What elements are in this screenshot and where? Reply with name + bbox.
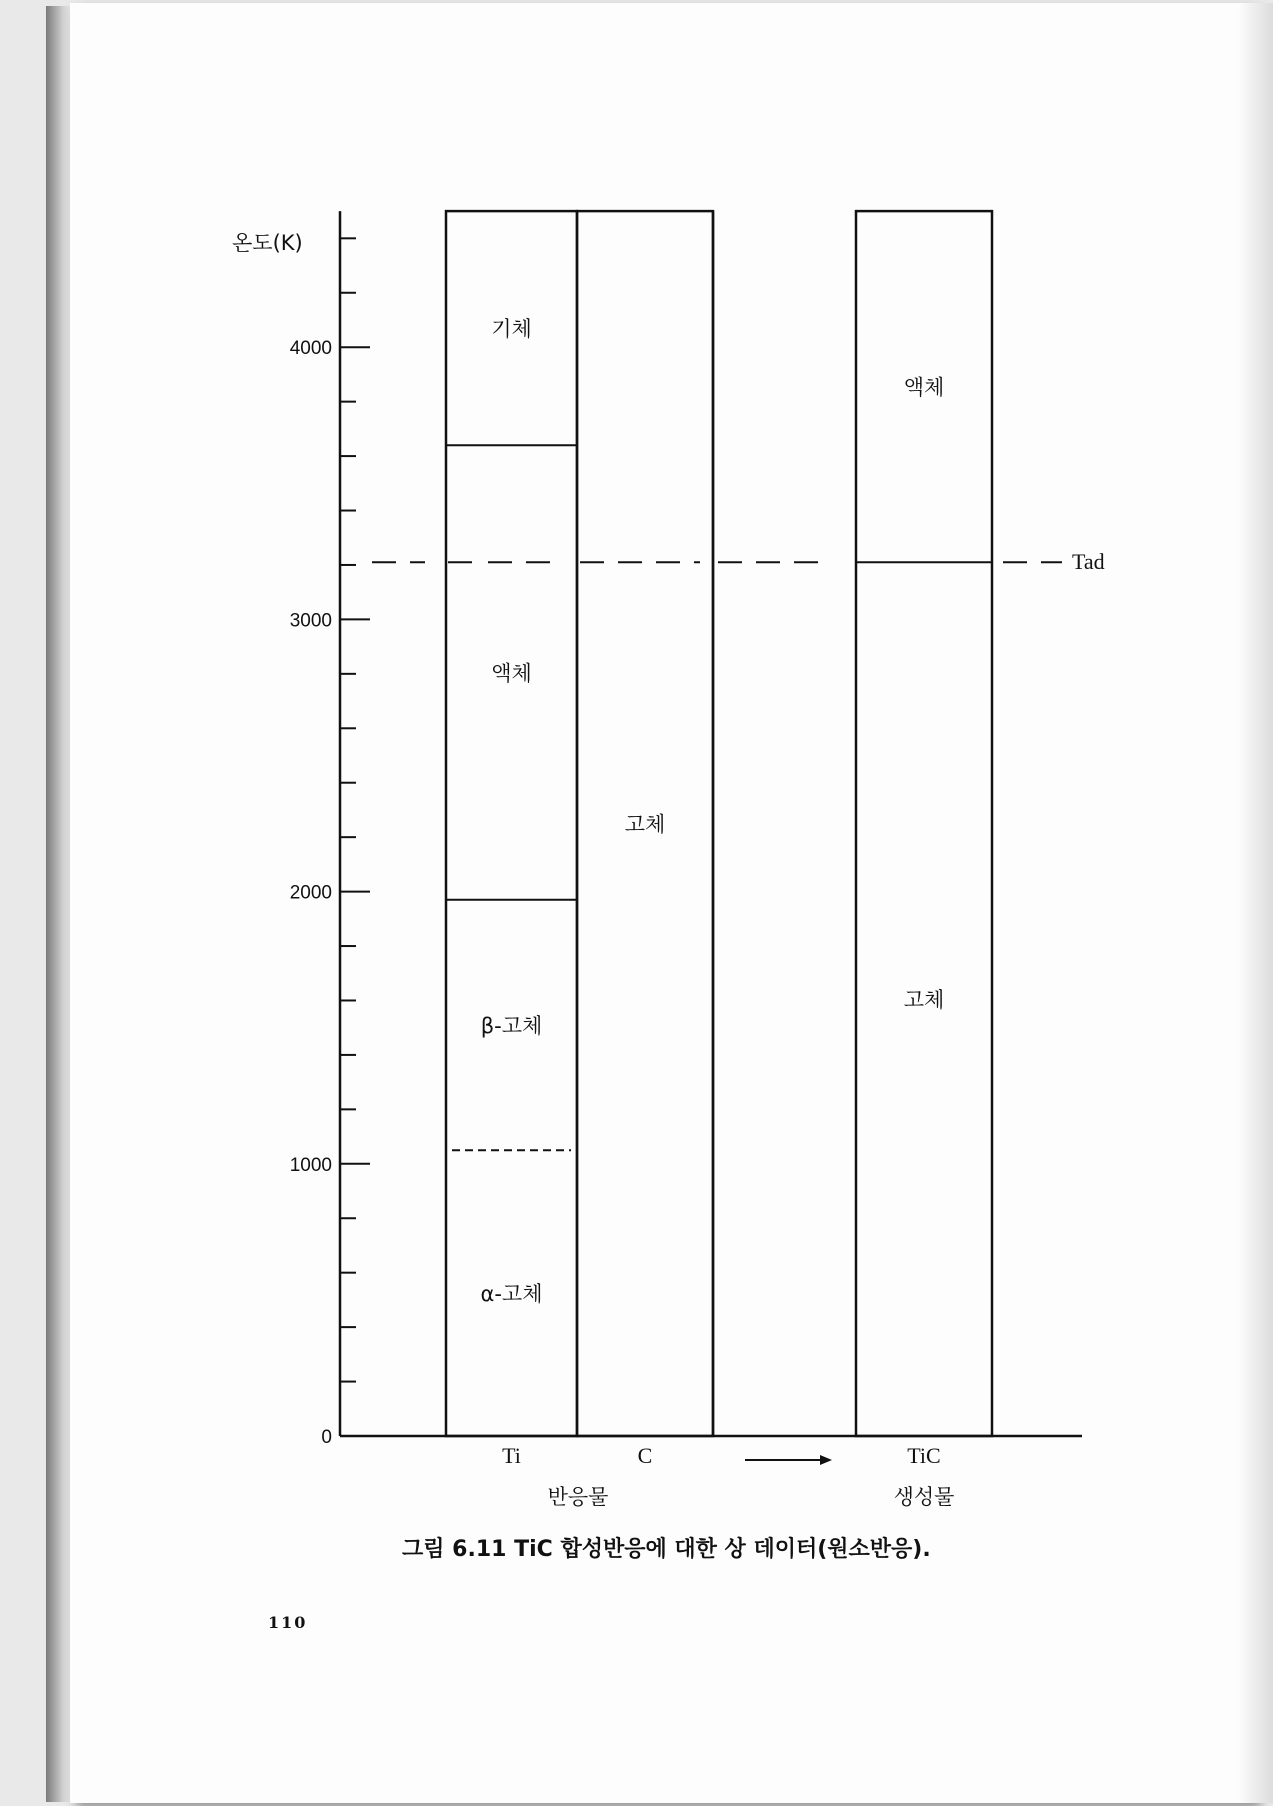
tad-label: Tad <box>1072 549 1105 575</box>
y-tick-label: 0 <box>321 1427 332 1448</box>
phase-label: 액체 <box>903 375 945 400</box>
figure-caption: 그림 6.11 TiC 합성반응에 대한 상 데이터(원소반응). <box>402 1537 931 1562</box>
column-name: TiC <box>907 1443 941 1468</box>
phase-label: 고체 <box>624 812 666 837</box>
y-tick-label: 3000 <box>289 610 332 632</box>
group-label-products: 생성물 <box>893 1485 955 1509</box>
y-tick-label: 1000 <box>289 1154 332 1176</box>
phase-label: 액체 <box>491 661 532 686</box>
group-label-reactants: 반응물 <box>547 1485 609 1509</box>
phase-label: 고체 <box>903 988 945 1013</box>
column-name: C <box>637 1443 653 1468</box>
phase-label: 기체 <box>491 317 532 342</box>
phase-label: α-고체 <box>480 1282 543 1307</box>
y-tick-label: 4000 <box>289 338 332 360</box>
reaction-arrow-head <box>820 1455 832 1465</box>
y-tick-label: 2000 <box>289 882 332 904</box>
column-name: Ti <box>502 1443 521 1468</box>
phase-label: β-고체 <box>480 1013 543 1038</box>
page-number: 110 <box>268 1613 308 1632</box>
column-ti <box>446 211 577 1436</box>
y-axis-label: 온도(K) <box>232 231 303 255</box>
